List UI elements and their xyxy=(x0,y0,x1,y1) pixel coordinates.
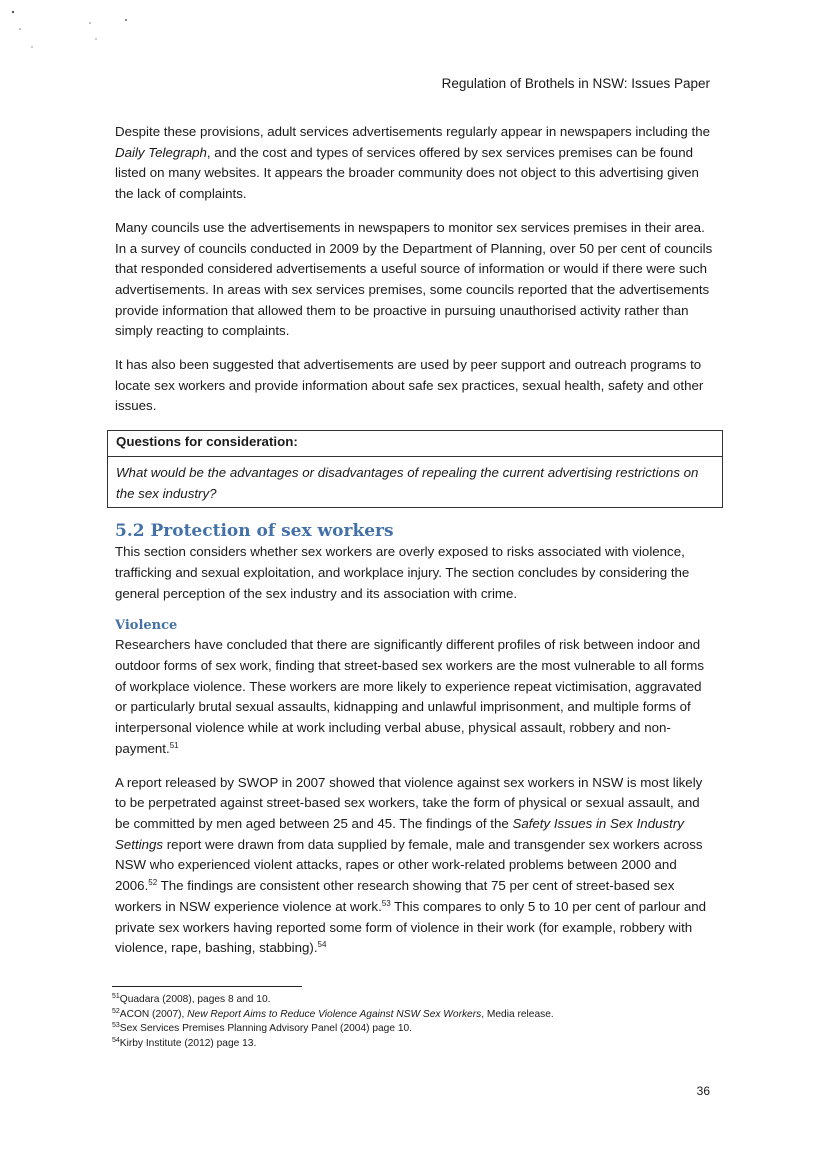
paragraph-peer-support: It has also been suggested that advertisements are used by peer support and outreach programs to locate sex workers and provide information about safe sex practices, sexual health, safety and other issues. xyxy=(115,357,704,414)
footnote-54: $^{54}$Kirby Institute (2012) page 13. xyxy=(112,1036,257,1049)
footnotes xyxy=(112,993,712,1051)
paragraph-swop-report: A report released by SWOP in 2007 showed that violence against sex workers in NSW is most likely to be perpetrated against street-based sex workers, take the form of physical or sexual assault, and be committed by men aged between 25 and 45. The findings of the Safety Issues in Sex Industry Settings report were drawn from data supplied by female, male and transgender sex workers across NSW who experienced violent attacks, rapes or other work-related problems between 2000 and 2006.52 The findings are consistent other research showing that 75 per cent of street-based sex workers in NSW experience violence at work.$^{53}$ This compares to only 5 to 10 per cent of parlour and private sex workers having reported some form of violence in their work (for example, robbery with violence, rape, bashing, stabbing).$^{54}$ xyxy=(115,774,707,956)
footnote-ref: 51 xyxy=(169,740,179,750)
footnote-52: $^{52}$ACON (2007), New Report Aims to Reduce Violence Against NSW Sex Workers, Media release. xyxy=(112,1007,554,1020)
footnote-53: $^{53}$Sex Services Premises Planning Advisory Panel (2004) page 10. xyxy=(112,1022,412,1035)
paragraph-violence-risk: Researchers have concluded that there are significantly different profiles of risk between indoor and outdoor forms of sex work, finding that street-based sex workers are the most vulnerable to all forms of workplace violence. These workers are more likely to experience repeat victimisation, aggravated or particularly brutal sexual assaults, kidnapping and unlawful imprisonment, and multiple forms of interpersonal violence while at work including verbal abuse, physical assault, robbery and non-payment.$^{51}$ xyxy=(115,637,705,756)
page-body xyxy=(115,122,715,972)
footnote-ref: 52 xyxy=(148,878,158,888)
footnote-divider xyxy=(112,986,302,987)
running-header: Regulation of Brothels in NSW: Issues Paper xyxy=(441,76,710,91)
paragraph-councils: Many councils use the advertisements in newspapers to monitor sex services premises in their area. In a survey of councils conducted in 2009 by the Department of Planning, over 50 per cent of councils that responded considered advertisements a useful source of information or would if there were such advertisements. In areas with sex services premises, some councils reported that the advertisements provide information that allowed them to be proactive in pursuing unauthorised activity rather than simply reacting to complaints. xyxy=(115,219,713,339)
questions-text: What would be the advantages or disadvantages of repealing the current advertising restrictions on the sex industry? xyxy=(116,464,699,501)
newspaper-title: Daily Telegraph xyxy=(115,144,207,160)
paragraph-advertisements: Despite these provisions, adult services advertisements regularly appear in newspapers including the Daily Telegraph, and the cost and types of services offered by sex services premises can be found listed on many websites. It appears the broader community does not object to this advertising given the lack of complaints. xyxy=(115,124,710,202)
subsection-heading-violence: Violence xyxy=(115,618,178,634)
questions-heading: Questions for consideration: xyxy=(108,431,722,457)
footnote-ref: 53 xyxy=(381,898,391,908)
questions-box xyxy=(107,430,723,508)
footnote-51: $^{51}$Quadara (2008), pages 8 and 10. xyxy=(112,993,271,1005)
page-number: 36 xyxy=(696,1084,710,1098)
scan-specks xyxy=(0,0,160,60)
section-intro: This section considers whether sex workers are overly exposed to risks associated with violence, trafficking and sexual exploitation, and workplace injury. The section concludes by considering the general perception of the sex industry and its association with crime. xyxy=(115,544,690,601)
section-heading: 5.2 Protection of sex workers xyxy=(115,521,394,542)
footnote-ref: 54 xyxy=(317,940,327,950)
report-title: Safety Issues in Sex Industry Settings xyxy=(115,815,684,852)
